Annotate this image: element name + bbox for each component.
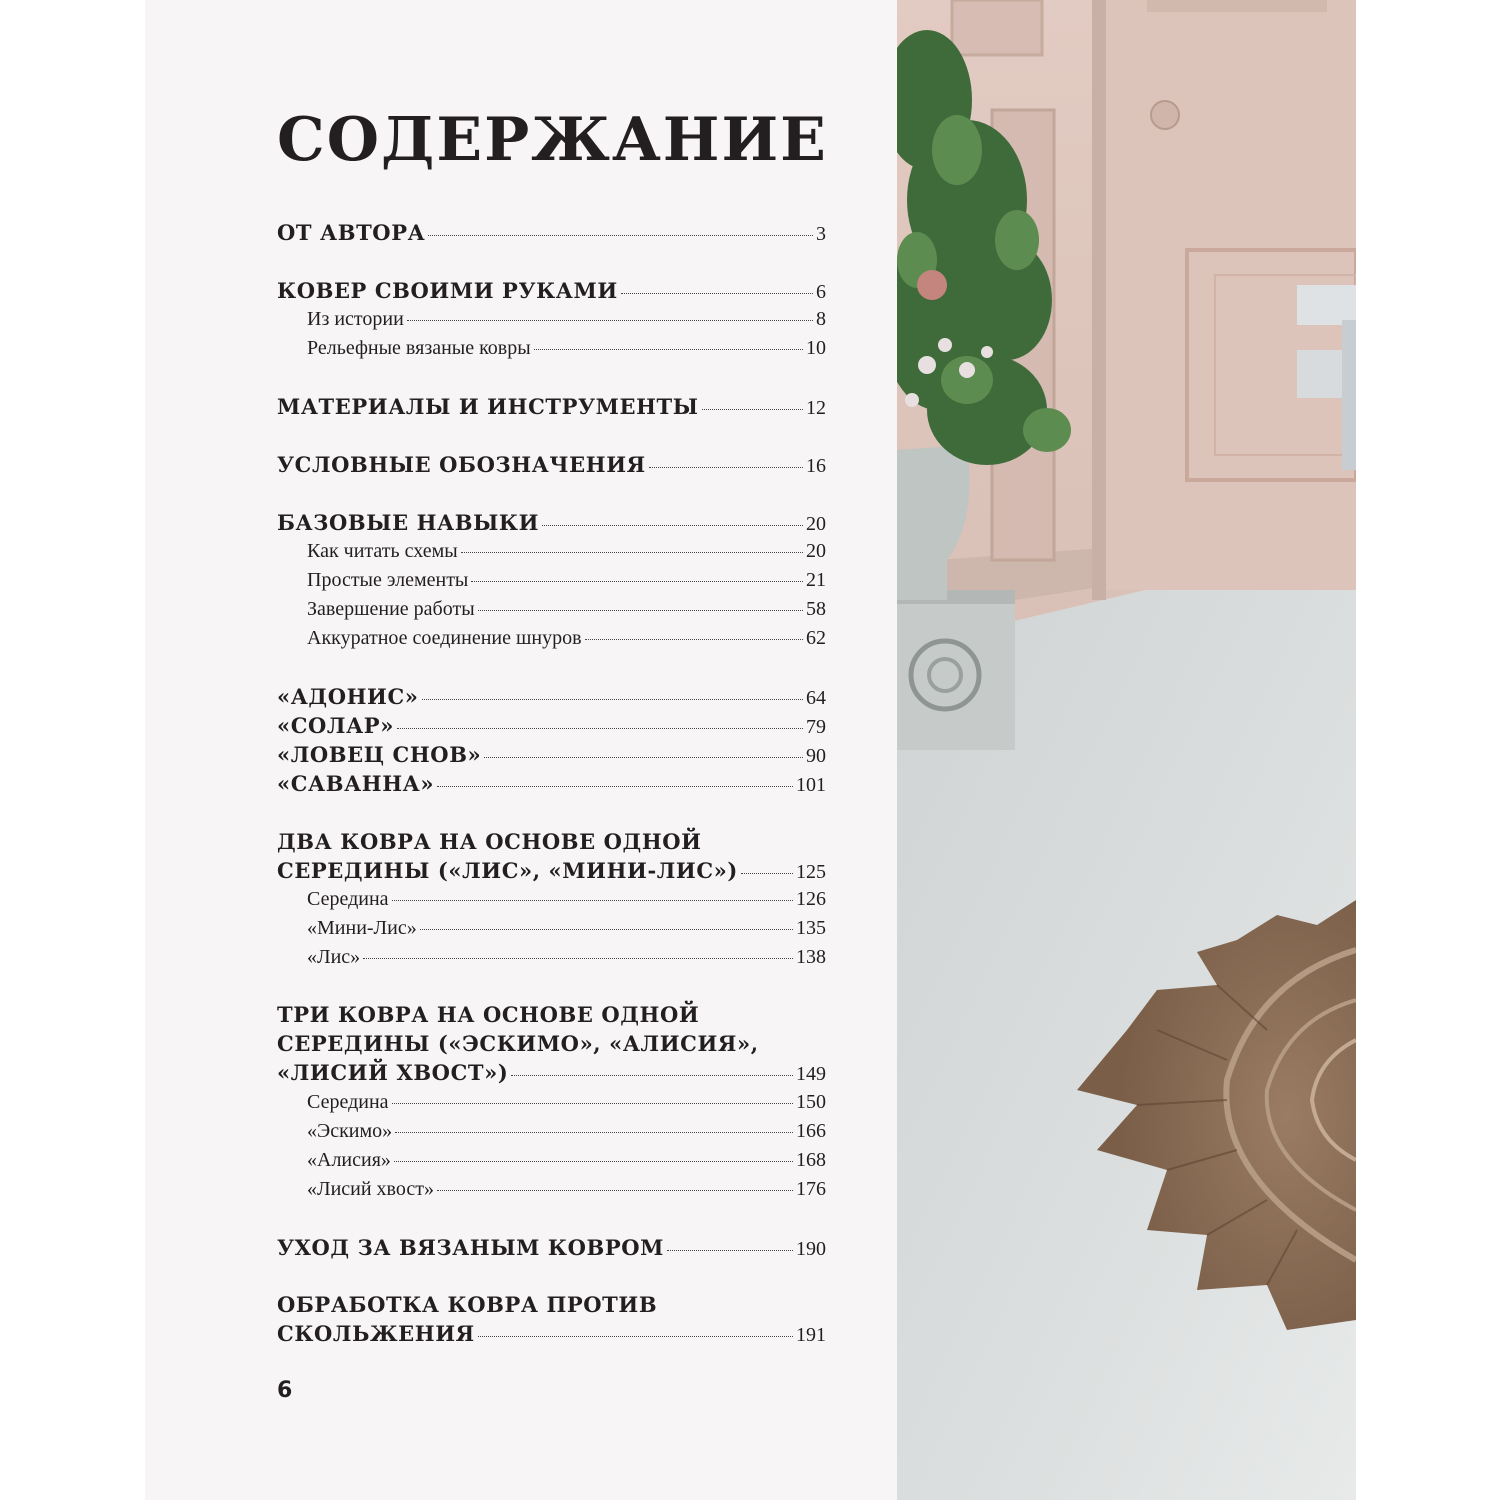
leader-dots [461, 552, 803, 553]
page-title: СОДЕРЖАНИЕ [277, 105, 828, 175]
toc-subentry[interactable] [277, 914, 826, 943]
entry-label: Как читать схемы [307, 540, 458, 562]
leader-dots [542, 525, 803, 526]
toc-entry[interactable] [277, 392, 826, 421]
toc-subentry[interactable] [277, 1117, 826, 1146]
toc-subentry[interactable] [277, 1146, 826, 1175]
entry-page: 191 [796, 1324, 826, 1346]
entry-label: СЕРЕДИНЫ («ЛИС», «МИНИ-ЛИС») [277, 858, 738, 883]
entry-label: Середина [307, 888, 389, 910]
leader-dots [534, 349, 803, 350]
entry-label: УХОД ЗА ВЯЗАНЫМ КОВРОМ [277, 1235, 664, 1260]
entry-heading-line: ДВА КОВРА НА ОСНОВЕ ОДНОЙ [277, 829, 702, 854]
toc-subentry[interactable] [277, 537, 826, 566]
leader-dots [394, 1161, 793, 1162]
entry-label: «Эскимо» [307, 1120, 393, 1142]
entry-label: «ЛОВЕЦ СНОВ» [277, 742, 482, 767]
toc-subentry[interactable] [277, 624, 826, 653]
toc-subentry[interactable] [277, 1088, 826, 1117]
leader-dots [702, 409, 803, 410]
entry-label: КОВЕР СВОИМИ РУКАМИ [277, 278, 618, 303]
leader-dots [585, 639, 803, 640]
entry-page: 20 [806, 540, 826, 562]
entry-page: 150 [796, 1091, 826, 1113]
entry-page: 64 [806, 687, 826, 709]
entry-label: «Лисий хвост» [307, 1178, 434, 1200]
entry-page: 90 [806, 745, 826, 767]
leader-dots [667, 1250, 793, 1251]
leader-dots [621, 293, 813, 294]
leader-dots [428, 235, 813, 236]
photo-crochet-rug-interior [897, 0, 1356, 1500]
toc-entry[interactable] [277, 1319, 826, 1348]
toc-entry[interactable] [277, 508, 826, 537]
leader-dots [478, 610, 803, 611]
entry-page: 10 [806, 337, 826, 359]
leader-dots [437, 786, 793, 787]
leader-dots [478, 1336, 793, 1337]
toc-entry[interactable] [277, 769, 826, 798]
entry-label: «Мини-Лис» [307, 917, 417, 939]
entry-label: «СОЛАР» [277, 713, 394, 738]
page-number: 6 [277, 1378, 293, 1403]
entry-page: 168 [796, 1149, 826, 1171]
entry-page: 12 [806, 397, 826, 419]
leader-dots [741, 873, 793, 874]
entry-label: МАТЕРИАЛЫ И ИНСТРУМЕНТЫ [277, 394, 699, 419]
entry-page: 21 [806, 569, 826, 591]
leader-dots [422, 699, 803, 700]
entry-heading-line: СЕРЕДИНЫ («ЭСКИМО», «АЛИСИЯ», [277, 1031, 759, 1056]
toc-entry[interactable] [277, 218, 826, 247]
entry-label: УСЛОВНЫЕ ОБОЗНАЧЕНИЯ [277, 452, 646, 477]
leader-dots [437, 1190, 793, 1191]
entry-page: 62 [806, 627, 826, 649]
toc-subentry[interactable] [277, 1175, 826, 1204]
entry-label: «Лис» [307, 946, 361, 968]
leader-dots [511, 1075, 793, 1076]
entry-label: Из истории [307, 308, 404, 330]
entry-label: СКОЛЬЖЕНИЯ [277, 1321, 475, 1346]
entry-page: 101 [796, 774, 826, 796]
toc-entry[interactable] [277, 740, 826, 769]
entry-page: 8 [816, 308, 826, 330]
entry-label: БАЗОВЫЕ НАВЫКИ [277, 510, 540, 535]
entry-heading-line: ОБРАБОТКА КОВРА ПРОТИВ [277, 1292, 658, 1317]
entry-label: Рельефные вязаные ковры [307, 337, 531, 359]
entry-label: «АДОНИС» [277, 684, 419, 709]
entry-label: Завершение работы [307, 598, 475, 620]
toc-subentry[interactable] [277, 595, 826, 624]
leader-dots [363, 958, 793, 959]
toc-entry[interactable] [277, 1058, 826, 1087]
entry-label: ОТ АВТОРА [277, 220, 426, 245]
entry-label: «Алисия» [307, 1149, 391, 1171]
entry-page: 166 [796, 1120, 826, 1142]
leader-dots [649, 467, 803, 468]
toc-subentry[interactable] [277, 566, 826, 595]
entry-label: «ЛИСИЙ ХВОСТ») [277, 1060, 509, 1085]
entry-page: 16 [806, 455, 826, 477]
toc-entry[interactable] [277, 711, 826, 740]
toc-subentry[interactable] [277, 943, 826, 972]
entry-label: Простые элементы [307, 569, 469, 591]
toc-entry[interactable] [277, 276, 826, 305]
entry-page: 126 [796, 888, 826, 910]
toc-subentry[interactable] [277, 305, 826, 334]
leader-dots [484, 757, 803, 758]
leader-dots [392, 900, 793, 901]
leader-dots [392, 1103, 793, 1104]
leader-dots [397, 728, 803, 729]
entry-label: Аккуратное соединение шнуров [307, 627, 582, 649]
entry-page: 20 [806, 513, 826, 535]
entry-page: 138 [796, 946, 826, 968]
entry-page: 3 [816, 223, 826, 245]
toc-subentry[interactable] [277, 334, 826, 363]
entry-heading-line: ТРИ КОВРА НА ОСНОВЕ ОДНОЙ [277, 1002, 700, 1027]
entry-label: «САВАННА» [277, 771, 435, 796]
entry-page: 58 [806, 598, 826, 620]
toc-entry[interactable] [277, 682, 826, 711]
entry-page: 135 [796, 917, 826, 939]
toc-entry[interactable] [277, 856, 826, 885]
leader-dots [471, 581, 803, 582]
toc-entry[interactable] [277, 450, 826, 479]
entry-page: 176 [796, 1178, 826, 1200]
toc-subentry[interactable] [277, 885, 826, 914]
entry-page: 6 [816, 281, 826, 303]
entry-page: 125 [796, 861, 826, 883]
entry-page: 149 [796, 1063, 826, 1085]
toc-entry[interactable] [277, 1233, 826, 1262]
entry-page: 190 [796, 1238, 826, 1260]
leader-dots [420, 929, 793, 930]
entry-label: Середина [307, 1091, 389, 1113]
entry-page: 79 [806, 716, 826, 738]
leader-dots [407, 320, 813, 321]
leader-dots [395, 1132, 793, 1133]
